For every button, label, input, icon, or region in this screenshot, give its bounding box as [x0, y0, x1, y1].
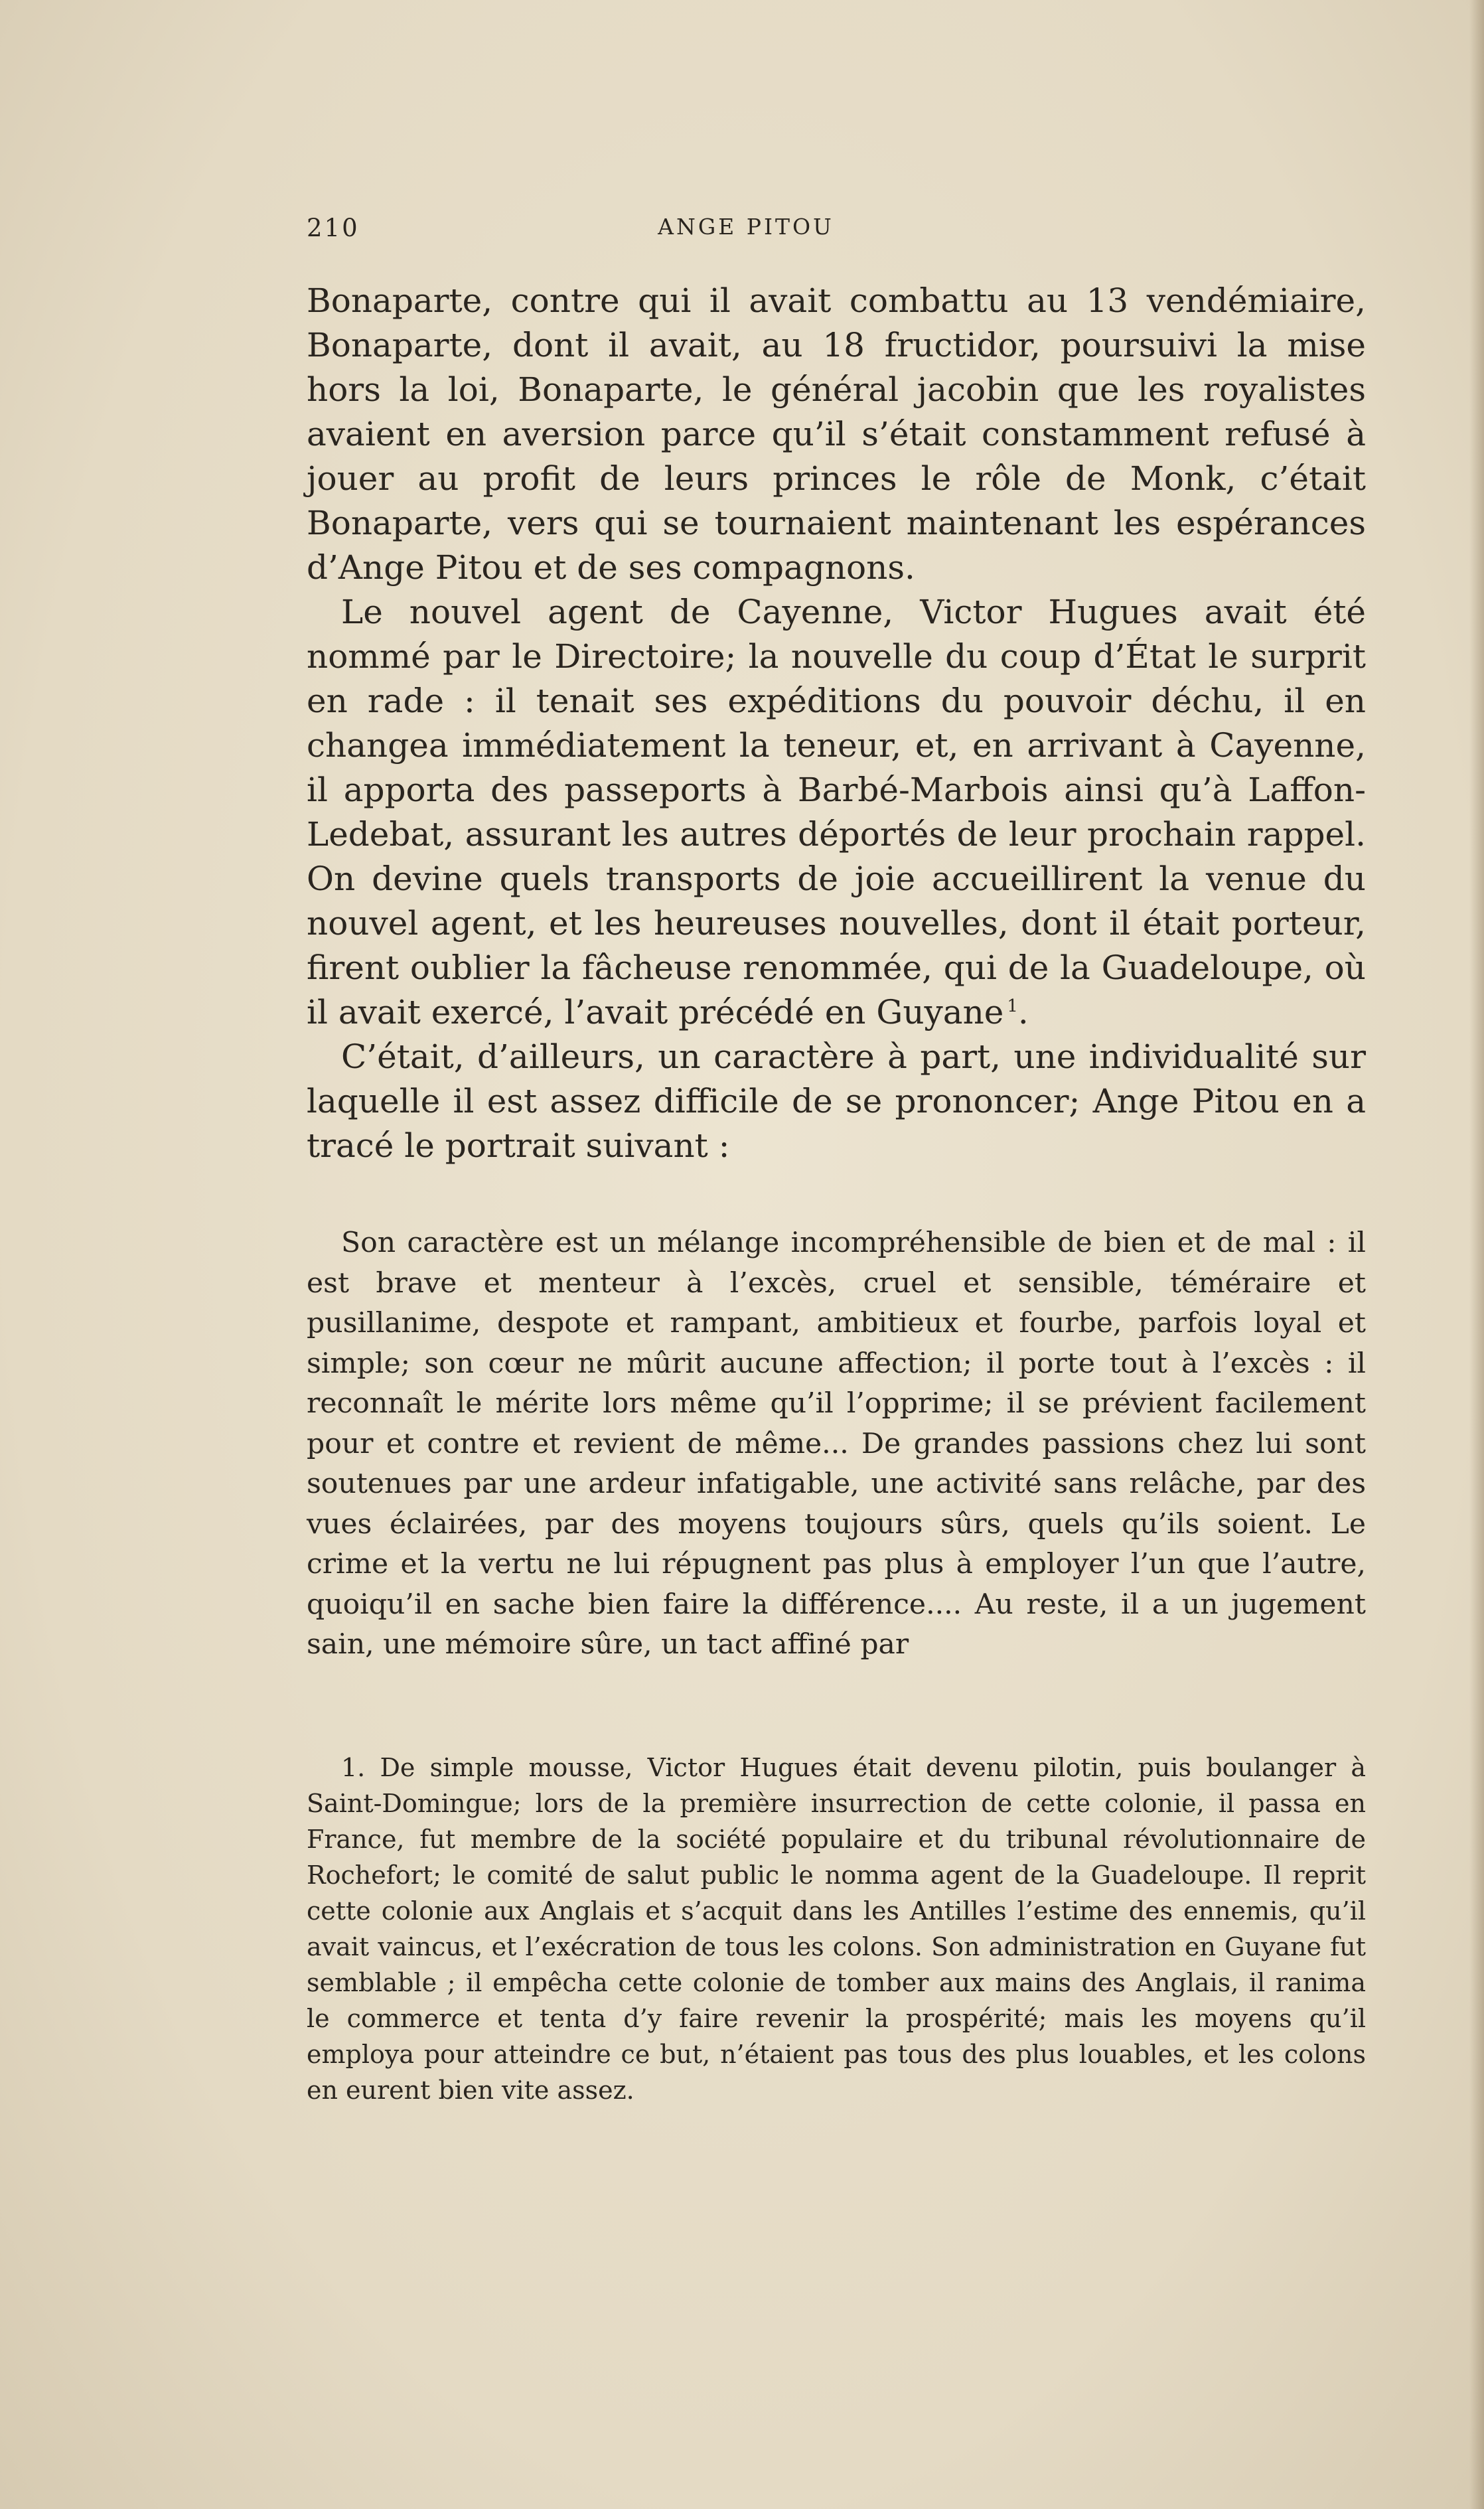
paragraph-2 — [307, 590, 1366, 1035]
paragraph-2-text: Le nouvel agent de Cayenne, Victor Hugues avait été nommé par le Directoire; la nouvelle du coup d’État le surprit en rade : il tenait ses expéditions du pouvoir déchu, il en changea immédiatement la teneur, et, en arrivant à Cayenne, il apporta des passeports à Barbé-Marbois ainsi qu’à Laffon-Ledebat, assurant les autres déportés de leur prochain rappel. On devine quels transports de joie accueillirent la venue du nouvel agent, et les heureuses nouvelles, dont il était porteur, firent oublier la fâcheuse renommée, qui de la Guadeloupe, où il avait exercé, l’avait précédé en Guyane — [307, 593, 1366, 1031]
main-text — [307, 279, 1366, 1168]
page-number: 210 — [307, 214, 360, 242]
block-quote — [307, 1223, 1366, 1665]
footnote-reference: 1 — [1007, 996, 1018, 1016]
paragraph-1: Bonaparte, contre qui il avait combattu au 13 vendémiaire, Bonaparte, dont il avait, au 18 fructidor, poursuivi la mise hors la loi, Bonaparte, le général jacobin que les royalistes avaient en aversion parce qu’il s’était constamment refusé à jouer au profit de leurs princes le rôle de Monk, c’était Bonaparte, vers qui se tournaient maintenant les espérances d’Ange Pitou et de ses compagnons. — [307, 281, 1366, 587]
footnote-text: 1. De simple mousse, Victor Hugues était devenu pilotin, puis boulanger à Saint-Domingue; lors de la première insurrection de cette colonie, il passa en France, fut membre de la société populaire et du tribunal révolutionnaire de Rochefort; le comité de salut public le nomma agent de la Guadeloupe. Il reprit cette colonie aux Anglais et s’acquit dans les Antilles l’estime des ennemis, qu’il avait vaincus, et l’exécration de tous les colons. Son administration en Guyane fut semblable ; il empêcha cette colonie de tomber aux mains des Anglais, il ranima le commerce et tenta d’y faire revenir la prospérité; mais les moyens qu’il employa pour atteindre ce but, n’étaient pas tous des plus louables, et les colons en eurent bien vite assez. — [307, 1753, 1366, 2105]
page-edge-shadow — [1469, 0, 1484, 2509]
running-header — [307, 214, 1366, 247]
paragraph-3: C’était, d’ailleurs, un caractère à part, une individualité sur laquelle il est assez difficile de se prononcer; Ange Pitou en a tracé le portrait suivant : — [307, 1037, 1366, 1165]
quote-text: Son caractère est un mélange incompréhensible de bien et de mal : il est brave et menteur à l’excès, cruel et sensible, téméraire et pusillanime, despote et rampant, ambitieux et fourbe, parfois loyal et simple; son cœur ne mûrit aucune affection; il porte tout à l’excès : il reconnaît le mérite lors même qu’il l’opprime; il se prévient facilement pour et contre et revient de même... De grandes passions chez lui sont soutenues par une ardeur infatigable, une activité sans relâche, par des vues éclairées, par des moyens toujours sûrs, quels qu’ils soient. Le crime et la vertu ne lui répugnent pas plus à employer l’un que l’autre, quoiqu’il en sache bien faire la différence.... Au reste, il a un jugement sain, une mémoire sûre, un tact affiné par — [307, 1227, 1366, 1661]
paragraph-2-end: . — [1017, 993, 1029, 1031]
running-title: ANGE PITOU — [658, 214, 834, 240]
footnote — [307, 1750, 1366, 2108]
